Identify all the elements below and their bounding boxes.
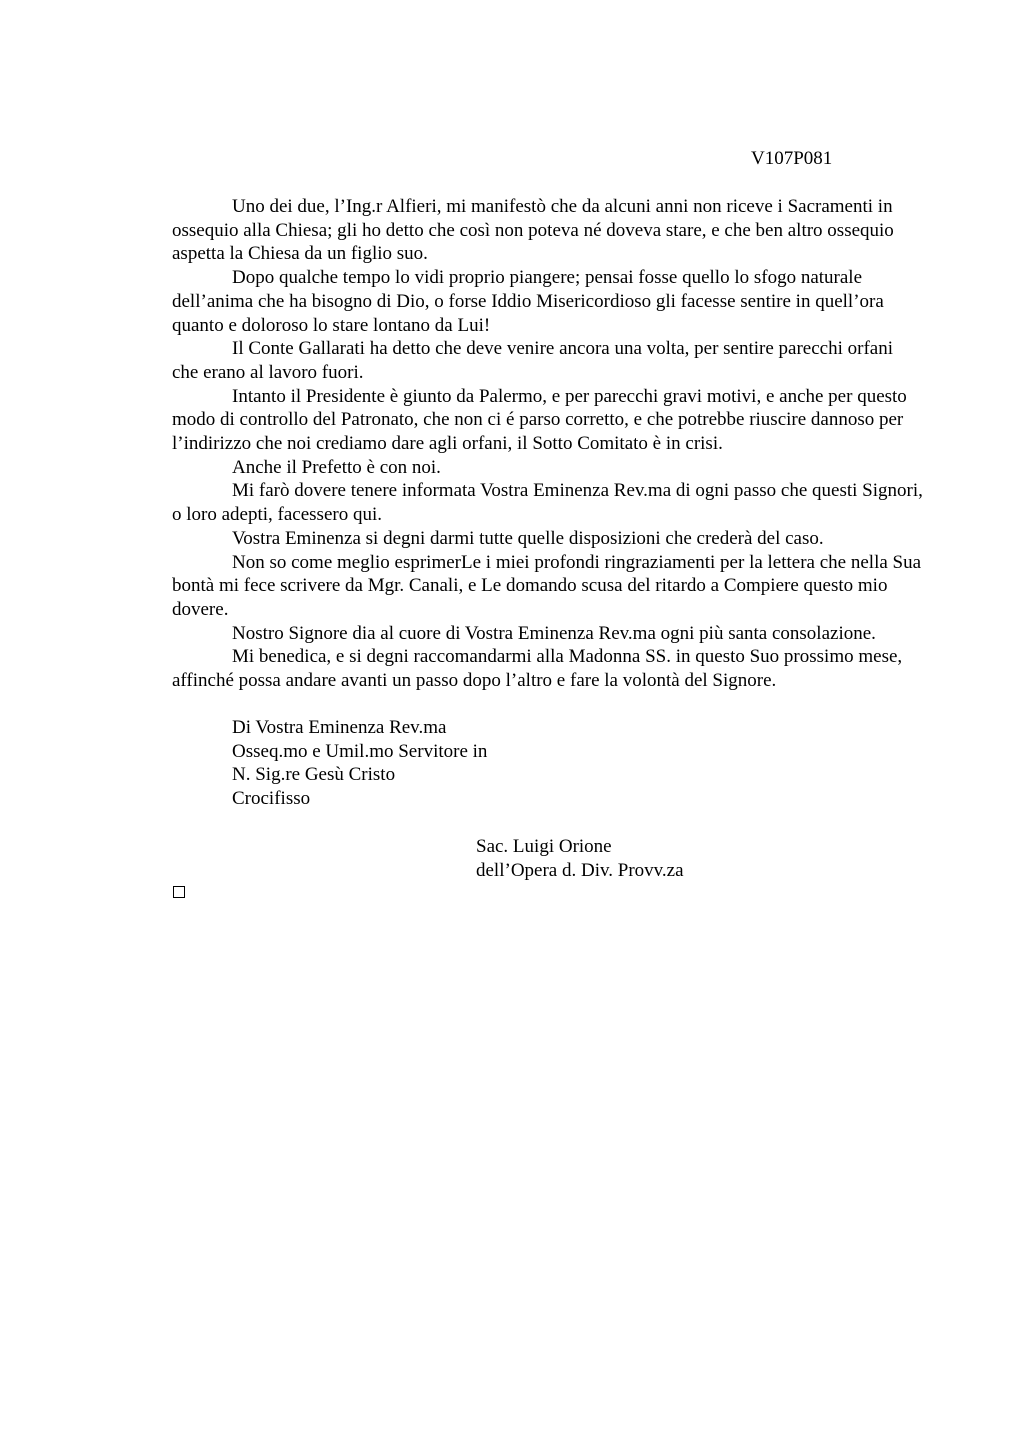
paragraph-6: Mi farò dovere tenere informata Vostra Eminenza Rev.ma di ogni passo che questi Signori, o loro adepti, facessero qui. (172, 480, 923, 526)
paragraph-9: Nostro Signore dia al cuore di Vostra Eminenza Rev.ma ogni più santa consolazione. (232, 622, 876, 644)
signature-name: Sac. Luigi Orione (476, 836, 612, 857)
closing-line: Crocifisso (232, 788, 311, 810)
paragraph-8: Non so come meglio esprimerLe i miei profondi ringraziamenti per la lettera che nella Sua bontà mi fece scrivere da Mgr. Canali, e Le domando scusa del ritardo a Compiere questo mio dovere. (172, 551, 922, 620)
page-reference: V107P081 (751, 148, 833, 169)
closing-line: Osseq.mo e Umil.mo Servitore in (232, 740, 488, 762)
paragraph-1: Uno dei due, l’Ing.r Alfieri, mi manifestò che da alcuni anni non riceve i Sacramenti in ossequio alla Chiesa; gli ho detto che così non poteva né doveva stare, e che ben altro ossequio aspetta la Chiesa da un figlio suo. (172, 196, 894, 265)
paragraph-10: Mi benedica, e si degni raccomandarmi alla Madonna SS. in questo Suo prossimo mese, affinché possa andare avanti un passo dopo l’altro e fare la volontà del Signore. (172, 646, 903, 692)
paragraph-4: Intanto il Presidente è giunto da Palermo, e per parecchi gravi motivi, e anche per questo modo di controllo del Patronato, che non ci é parso corretto, e che potrebbe riuscire dannoso per l’indirizzo che noi crediamo dare agli orfani, il Sotto Comitato è in crisi. (172, 385, 907, 455)
paragraph-2: Dopo qualche tempo lo vidi proprio piangere; pensai fosse quello lo sfogo naturale dell’anima che ha bisogno di Dio, o forse Iddio Misericordioso gli facesse sentire in quell’ora quanto e doloroso lo stare lontano da Lui! (172, 267, 884, 336)
signature-block (476, 835, 684, 882)
paragraph-7: Vostra Eminenza si degni darmi tutte quelle disposizioni che crederà del caso. (232, 527, 824, 549)
signature-title: dell’Opera d. Div. Provv.za (476, 859, 684, 881)
closing-line: Di Vostra Eminenza Rev.ma (232, 717, 447, 738)
checkbox-square-icon (173, 886, 185, 898)
closing-line: N. Sig.re Gesù Cristo (232, 764, 396, 786)
letter-body (172, 195, 924, 693)
closing-formula (232, 716, 487, 811)
paragraph-3: Il Conte Gallarati ha detto che deve venire ancora una volta, per sentire parecchi orfani che erano al lavoro fuori. (172, 338, 893, 383)
paragraph-5: Anche il Prefetto è con noi. (232, 456, 441, 478)
